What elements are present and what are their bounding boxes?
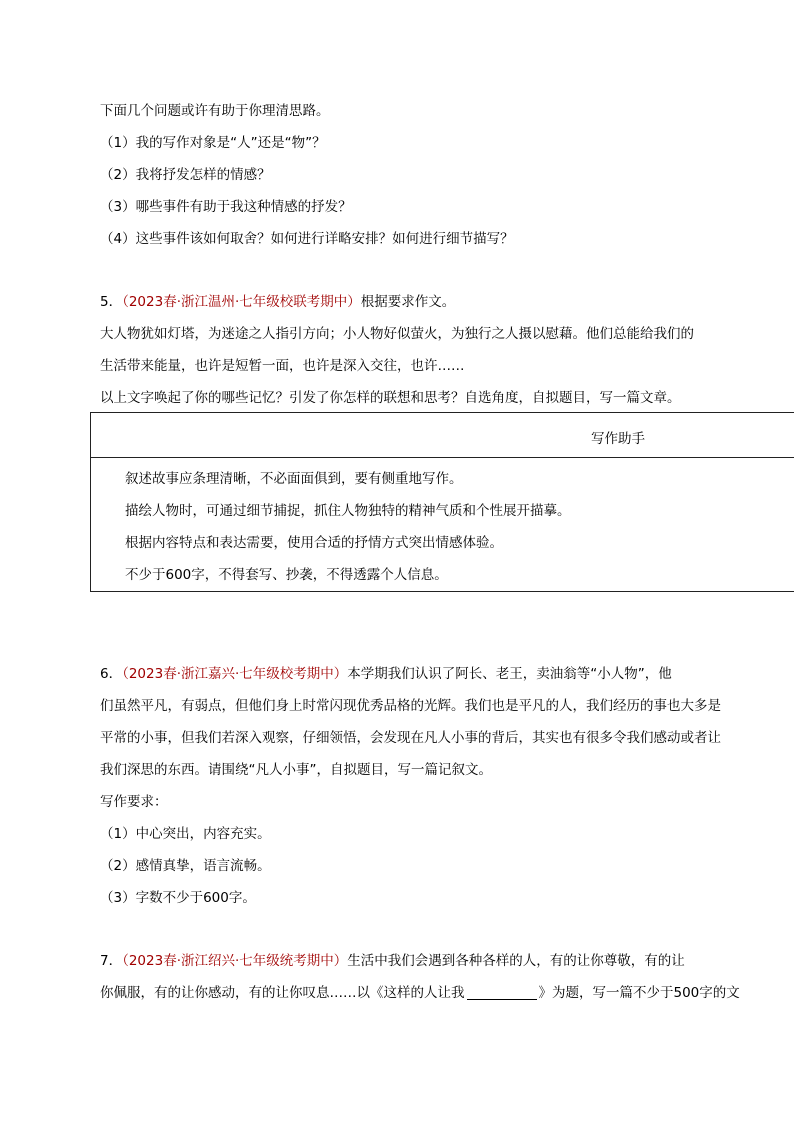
writing-helper-title: 写作助手 [591,431,645,447]
writing-helper-divider [91,457,794,458]
question-source: （2023春·浙江绍兴·七年级统考期中） [122,953,348,969]
intro-question-3: （3）哪些事件有助于我这种情感的抒发？ [100,199,352,215]
intro-question-1: （1）我的写作对象是“人”还是“物”？ [100,135,326,151]
question-7-line2-b: 》为题，写一篇不少于500字的文 [538,985,740,1001]
question-6-requirements-title: 写作要求： [100,794,168,810]
writing-helper-tip-1: 叙述故事应条理清晰，不必面面俱到，要有侧重地写作。 [125,471,463,487]
writing-helper-tip-3: 根据内容特点和表达需要，使用合适的抒情方式突出情感体验。 [125,535,503,551]
question-5-header [100,292,455,312]
intro-question-4: （4）这些事件该如何取舍？如何进行详略安排？如何进行细节描写？ [100,231,514,247]
writing-helper-tip-2: 描绘人物时，可通过细节捕捉，抓住人物独特的精神气质和个性展开描摹。 [125,503,571,519]
question-6-line1: 本学期我们认识了阿长、老王，卖油翁等“小人物”，他 [347,666,672,682]
question-6-line3: 平常的小事，但我们若深入观察，仔细领悟，会发现在凡人小事的背后，其实也有很多令我们感动或者让 [100,730,721,746]
question-number: 6． [100,666,123,682]
intro-lead: 下面几个问题或许有助于你理清思路。 [100,103,330,119]
question-instruction: 根据要求作文。 [360,294,456,310]
question-number: 7． [100,953,123,969]
question-6-requirement-2: （2）感情真挚，语言流畅。 [100,858,271,874]
question-6-requirement-3: （3）字数不少于600字。 [100,890,256,906]
question-source: （2023春·浙江温州·七年级校联考期中） [122,294,361,310]
question-source: （2023春·浙江嘉兴·七年级校考期中） [122,666,348,682]
writing-helper-table [90,412,794,592]
question-5-para1-line1: 大人物犹如灯塔，为迷途之人指引方向；小人物好似萤火，为独行之人摄以慰藉。他们总能给我们的 [100,326,694,342]
question-6-header [100,664,672,684]
question-5-para1-line2: 生活带来能量，也许是短暂一面，也许是深入交往，也许…… [100,358,465,374]
fill-in-blank[interactable] [467,985,537,1000]
question-number: 5． [100,294,123,310]
writing-helper-tip-4: 不少于600字，不得套写、抄袭，不得透露个人信息。 [125,567,448,583]
intro-question-2: （2）我将抒发怎样的情感？ [100,167,271,183]
question-7-header [100,951,685,971]
question-7-line2-a: 你佩服，有的让你感动，有的让你叹息……以《这样的人让我 [100,985,465,1001]
question-7-line1: 生活中我们会遇到各种各样的人，有的让你尊敬，有的让 [347,953,685,969]
question-5-para2: 以上文字唤起了你的哪些记忆？引发了你怎样的联想和思考？自选角度，自拟题目，写一篇文章。 [100,390,681,406]
question-6-line2: 们虽然平凡，有弱点，但他们身上时常闪现优秀品格的光辉。我们也是平凡的人，我们经历的事也大多是 [100,698,721,714]
question-6-line4: 我们深思的东西。请围绕“凡人小事”，自拟题目，写一篇记叙文。 [100,762,492,778]
question-6-requirement-1: （1）中心突出，内容充实。 [100,826,271,842]
question-7-line2 [100,983,740,1003]
